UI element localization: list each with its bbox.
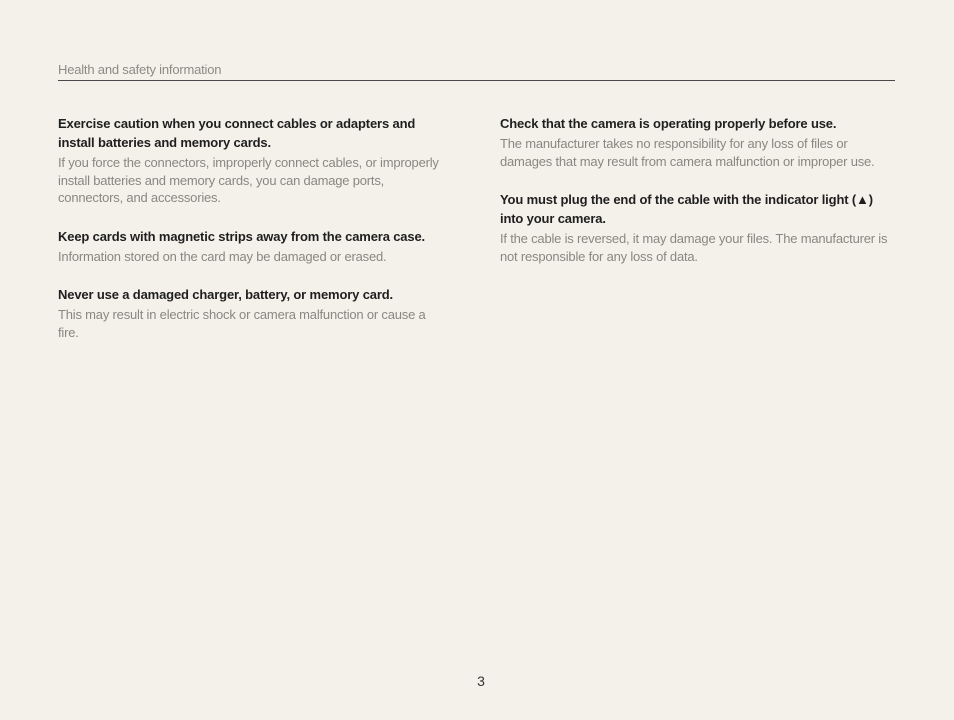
safety-item-body: If the cable is reversed, it may damage your files. The manufacturer is not responsible for any loss of data.	[500, 231, 888, 264]
safety-item	[500, 114, 890, 170]
safety-item-title: You must plug the end of the cable with the indicator light (▲) into your camera.	[500, 192, 873, 226]
safety-item	[500, 190, 890, 265]
section-title: Health and safety information	[58, 62, 222, 77]
safety-item-body: If you force the connectors, improperly connect cables, or improperly install batteries and memory cards, you can damage ports, connectors, and accessories.	[58, 155, 439, 205]
safety-item-title: Keep cards with magnetic strips away from the camera case.	[58, 228, 426, 244]
page-header	[58, 62, 895, 81]
safety-item	[58, 114, 448, 207]
safety-item-title: Never use a damaged charger, battery, or memory card.	[58, 287, 394, 302]
safety-item-body: The manufacturer takes no responsibility for any loss of files or damages that may result from camera malfunction or improper use.	[500, 136, 875, 169]
safety-item-title: Exercise caution when you connect cables or adapters and install batteries and memory cards.	[58, 116, 416, 150]
left-column	[58, 114, 448, 361]
safety-item	[58, 227, 448, 266]
safety-item-title: Check that the camera is operating properly before use.	[500, 116, 837, 131]
right-column	[500, 114, 890, 285]
safety-item-body: This may result in electric shock or camera malfunction or cause a fire.	[58, 307, 426, 340]
safety-item-body: Information stored on the card may be damaged or erased.	[58, 248, 387, 264]
safety-item	[58, 285, 448, 341]
page-number: 3	[477, 673, 485, 689]
